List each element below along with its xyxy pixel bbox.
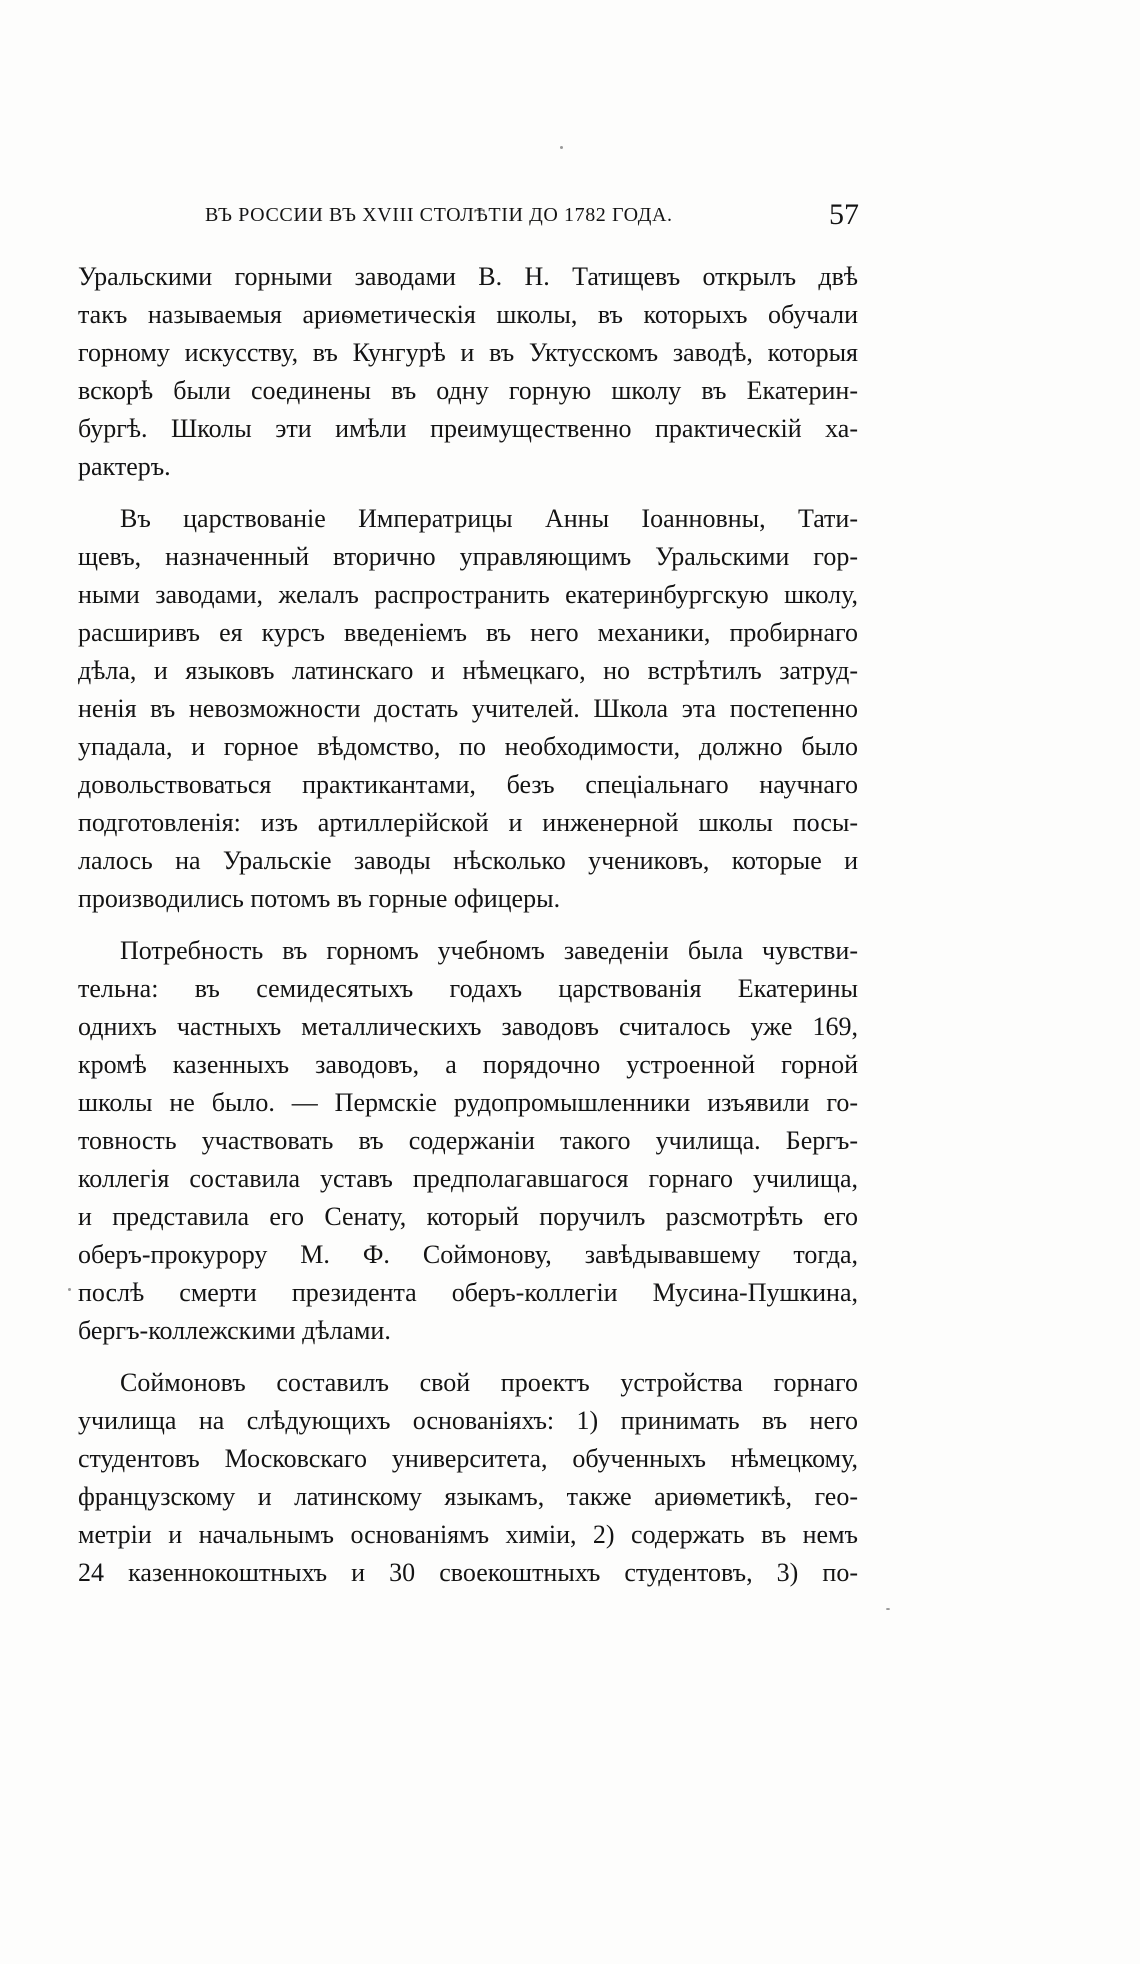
text-line: рактеръ.	[78, 452, 171, 481]
paper-speck	[560, 146, 563, 149]
text-line: подготовленія: изъ артиллерійской и инженерной школы посы-	[78, 808, 858, 837]
text-line: ными заводами, желалъ распространить екатеринбургскую школу,	[78, 580, 858, 609]
text-line: французскому и латинскому языкамъ, также ариѳметикѣ, гео-	[78, 1482, 858, 1511]
text-line: 24 казеннокоштныхъ и 30 своекоштныхъ студентовъ, 3) по-	[78, 1558, 858, 1587]
text-line: студентовъ Московскаго университета, обученныхъ нѣмецкому,	[78, 1444, 858, 1473]
text-line: упадала, и горное вѣдомство, по необходимости, должно было	[78, 732, 858, 761]
paragraph-4	[78, 1364, 858, 1592]
text-line: послѣ смерти президента оберъ-коллегіи Мусина-Пушкина,	[78, 1278, 858, 1307]
text-line: Потребность въ горномъ учебномъ заведеніи была чувстви-	[120, 936, 858, 965]
text-line: бергъ-коллежскими дѣлами.	[78, 1316, 391, 1345]
paper-speck	[68, 1288, 71, 1291]
paragraph-3	[78, 932, 858, 1350]
body-text	[78, 258, 858, 1606]
text-line: товность участвовать въ содержаніи такого училища. Бергъ-	[78, 1126, 858, 1155]
text-line: Уральскими горными заводами В. Н. Татищевъ открылъ двѣ	[78, 262, 858, 291]
text-line: однихъ частныхъ металлическихъ заводовъ считалось уже 169,	[78, 1012, 858, 1041]
text-line: расширивъ ея курсъ введеніемъ въ него механики, пробирнаго	[78, 618, 858, 647]
text-line: кромѣ казенныхъ заводовъ, а порядочно устроенной горной	[78, 1050, 858, 1079]
paragraph-1	[78, 258, 858, 486]
text-line: училища на слѣдующихъ основаніяхъ: 1) принимать въ него	[78, 1406, 858, 1435]
text-line: вскорѣ были соединены въ одну горную школу въ Екатерин-	[78, 376, 858, 405]
text-line: коллегія составила уставъ предполагавшагося горнаго училища,	[78, 1164, 858, 1193]
text-line: горному искусству, въ Кунгурѣ и въ Уктусскомъ заводѣ, которыя	[78, 338, 858, 367]
text-line: щевъ, назначенный вторично управляющимъ Уральскими гор-	[78, 542, 858, 571]
running-title: ВЪ РОССИИ ВЪ XVIII СТОЛѢТІИ ДО 1782 ГОДА.	[205, 204, 673, 226]
text-line: школы не было. — Пермскіе рудопромышленники изъявили го-	[78, 1088, 858, 1117]
text-line: такъ называемыя ариѳметическія школы, въ которыхъ обучали	[78, 300, 858, 329]
text-line: Соймоновъ составилъ свой проектъ устройства горнаго	[120, 1368, 858, 1397]
text-line: бургѣ. Школы эти имѣли преимущественно практическій ха-	[78, 414, 858, 443]
paper-speck	[886, 1608, 890, 1610]
text-line: Въ царствованіе Императрицы Анны Іоанновны, Тати-	[120, 504, 858, 533]
page-number: 57	[829, 198, 859, 231]
text-line: производились потомъ въ горные офицеры.	[78, 884, 561, 913]
text-line: ненія въ невозможности достать учителей. Школа эта постепенно	[78, 694, 858, 723]
text-line: оберъ-прокурору М. Ф. Соймонову, завѣдывавшему тогда,	[78, 1240, 858, 1269]
text-line: лалось на Уральскіе заводы нѣсколько учениковъ, которые и	[78, 846, 858, 875]
text-line: и представила его Сенату, который поручилъ разсмотрѣть его	[78, 1202, 858, 1231]
text-line: дѣла, и языковъ латинскаго и нѣмецкаго, но встрѣтилъ затруд-	[78, 656, 858, 685]
running-head	[205, 198, 859, 238]
text-line: метріи и начальнымъ основаніямъ химіи, 2) содержать въ немъ	[78, 1520, 858, 1549]
text-line: тельна: въ семидесятыхъ годахъ царствованія Екатерины	[78, 974, 858, 1003]
paragraph-2	[78, 500, 858, 918]
text-line: довольствоваться практикантами, безъ спеціальнаго научнаго	[78, 770, 858, 799]
